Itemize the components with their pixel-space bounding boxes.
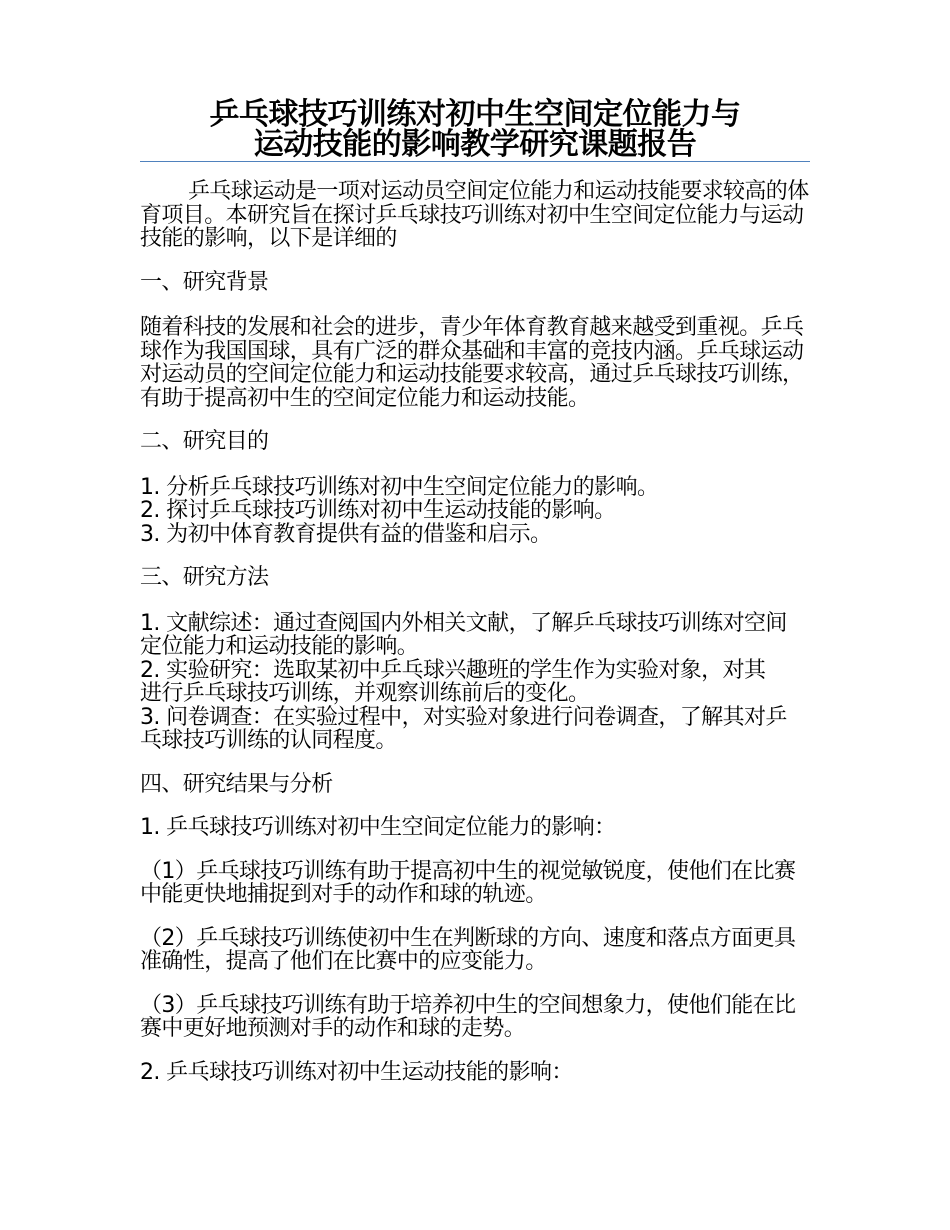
section-heading-methods: 三、研究方法 bbox=[140, 565, 269, 590]
purpose-item: 3. 为初中体育教育提供有益的借鉴和启示。 bbox=[140, 521, 552, 547]
results-subheading-skills: 2. 乒乓球技巧训练对初中生运动技能的影响： bbox=[140, 1059, 573, 1085]
results-subheading-spatial: 1. 乒乓球技巧训练对初中生空间定位能力的影响： bbox=[140, 815, 616, 840]
results-point: （2）乒乓球技巧训练使初中生在判断球的方向、速度和落点方面更具准确性，提高了他们在比赛中的应变能力。 bbox=[140, 925, 796, 974]
document-body bbox=[140, 180, 810, 1084]
background-paragraph: 随着科技的发展和社会的进步，青少年体育教育越来越受到重视。乒乓球作为我国国球，具有广泛的群众基础和丰富的竞技内涵。乒乓球运动对运动员的空间定位能力和运动技能要求较高，通过乒乓球技巧训练，有助于提高初中生的空间定位能力和运动技能。 bbox=[140, 315, 804, 411]
method-item: 2. 实验研究：选取某初中乒乓球兴趣班的学生作为实验对象，对其进行乒乓球技巧训练，并观察训练前后的变化。 bbox=[140, 657, 766, 706]
purpose-item: 2. 探讨乒乓球技巧训练对初中生运动技能的影响。 bbox=[140, 498, 616, 523]
title-underline bbox=[140, 161, 810, 162]
section-heading-background: 一、研究背景 bbox=[140, 269, 269, 295]
purpose-item: 1. 分析乒乓球技巧训练对初中生空间定位能力的影响。 bbox=[140, 474, 659, 500]
method-item: 3. 问卷调查：在实验过程中，对实验对象进行问卷调查，了解其对乒乓球技巧训练的认同程度。 bbox=[140, 704, 787, 753]
section-heading-purpose: 二、研究目的 bbox=[140, 429, 269, 454]
results-point: （3）乒乓球技巧训练有助于培养初中生的空间想象力，使他们能在比赛中更好地预测对手的动作和球的走势。 bbox=[140, 992, 796, 1041]
section-heading-results: 四、研究结果与分析 bbox=[140, 771, 333, 797]
page-title bbox=[140, 97, 810, 162]
title-line-1: 乒乓球技巧训练对初中生空间定位能力与 bbox=[209, 97, 741, 132]
intro-paragraph: 乒乓球运动是一项对运动员空间定位能力和运动技能要求较高的体育项目。本研究旨在探讨乒乓球技巧训练对初中生空间定位能力与运动技能的影响，以下是详细的 bbox=[140, 179, 809, 251]
method-item: 1. 文献综述：通过查阅国内外相关文献，了解乒乓球技巧训练对空间定位能力和运动技能的影响。 bbox=[140, 610, 787, 659]
results-point: （1）乒乓球技巧训练有助于提高初中生的视觉敏锐度，使他们在比赛中能更快地捕捉到对手的动作和球的轨迹。 bbox=[140, 858, 796, 907]
title-line-2: 运动技能的影响教学研究课题报告 bbox=[253, 127, 697, 162]
